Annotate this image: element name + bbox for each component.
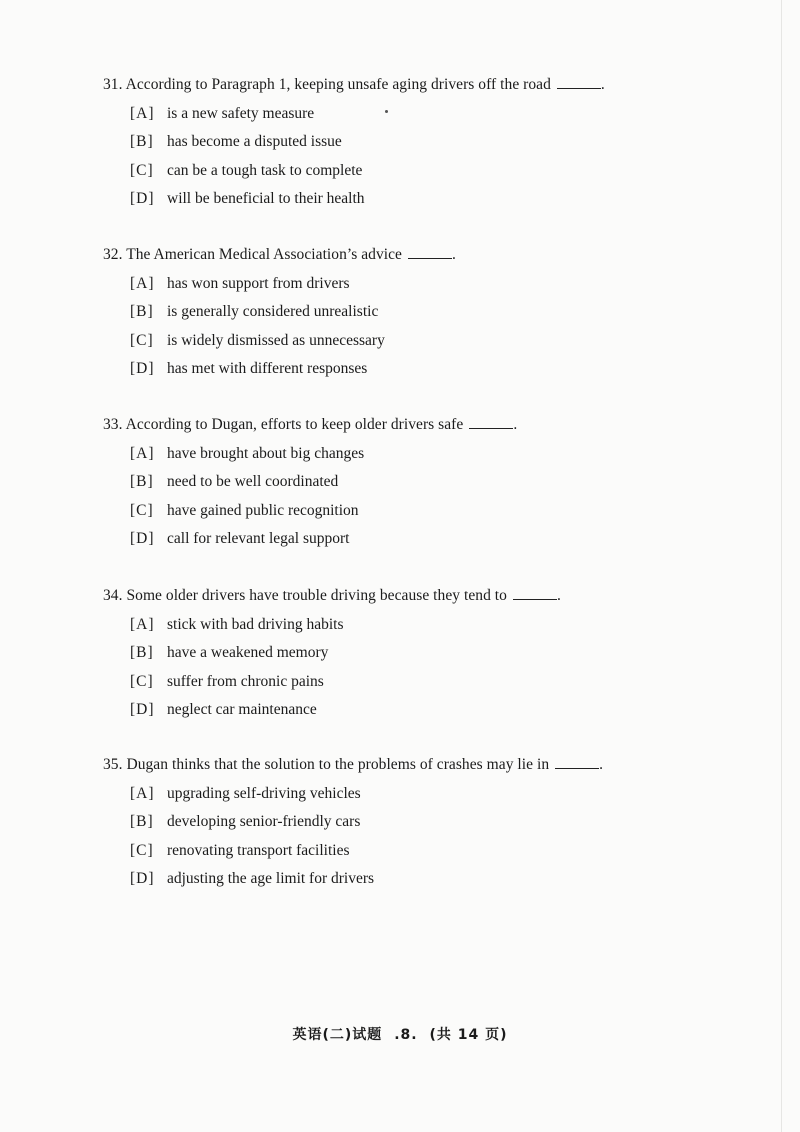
option-letter: [D] [130, 870, 155, 887]
option-letter: [B] [130, 303, 154, 320]
option-b [130, 642, 723, 664]
option-c [130, 840, 723, 862]
option-d [130, 868, 723, 890]
option-a [130, 443, 723, 465]
option-text: have a weakened memory [167, 644, 329, 661]
option-text: is widely dismissed as unnecessary [167, 331, 385, 349]
option-letter: [D] [130, 530, 155, 547]
option-c [130, 500, 723, 522]
option-letter: [C] [130, 672, 154, 690]
question-number: 31. [103, 76, 123, 93]
answer-blank [408, 244, 452, 259]
option-b [130, 471, 723, 493]
question-text: Some older drivers have trouble driving because they tend to [126, 587, 507, 604]
option-d [130, 699, 723, 721]
option-letter: [A] [130, 104, 155, 122]
option-text: have brought about big changes [167, 444, 365, 462]
option-a [130, 273, 723, 295]
option-text: upgrading self-driving vehicles [167, 784, 361, 802]
option-text: can be a tough task to complete [167, 161, 363, 179]
question-number: 32. [103, 246, 123, 263]
scan-edge [781, 0, 782, 1132]
option-a [130, 783, 723, 805]
option-letter: [A] [130, 444, 155, 462]
option-text: has won support from drivers [167, 274, 350, 292]
option-c [130, 330, 723, 352]
answer-blank [469, 414, 513, 429]
stem-period: . [452, 246, 456, 263]
option-letter: [B] [130, 813, 154, 830]
stem-period: . [513, 416, 518, 433]
option-letter: [C] [130, 501, 154, 519]
option-letter: [D] [130, 190, 155, 207]
option-b [130, 131, 723, 153]
stem-period: . [600, 76, 605, 93]
option-d [130, 188, 723, 210]
option-text: developing senior-friendly cars [167, 813, 361, 830]
option-a [130, 103, 723, 125]
footer-total-pages: (共 14 页) [429, 1027, 508, 1043]
option-text: call for relevant legal support [167, 530, 350, 547]
option-b [130, 811, 723, 833]
option-letter: [A] [130, 615, 155, 633]
question-text: The American Medical Association’s advice [126, 246, 402, 263]
question-number: 34. [103, 587, 123, 604]
option-text: stick with bad driving habits [167, 615, 344, 633]
option-letter: [A] [130, 274, 155, 292]
question-stem [103, 414, 723, 436]
option-text: have gained public recognition [167, 501, 359, 519]
question-stem [103, 74, 723, 96]
option-letter: [B] [130, 644, 154, 661]
question-text: According to Paragraph 1, keeping unsafe aging drivers off the road [125, 76, 551, 93]
stem-period: . [556, 587, 561, 604]
option-text: is a new safety measure [167, 104, 315, 122]
option-letter: [A] [130, 784, 155, 802]
question-stem [103, 244, 723, 266]
answer-blank [555, 754, 599, 769]
option-b [130, 301, 723, 323]
option-letter: [D] [130, 360, 155, 377]
option-letter: [D] [130, 701, 155, 718]
option-text: need to be well coordinated [167, 473, 339, 490]
answer-blank [513, 585, 557, 600]
footer-subject: 英语(二)试题 [292, 1027, 383, 1043]
question-number: 35. [103, 756, 123, 773]
option-letter: [C] [130, 841, 154, 859]
question-34 [103, 585, 723, 721]
question-number: 33. [103, 416, 123, 433]
option-text: adjusting the age limit for drivers [167, 870, 375, 887]
option-d [130, 358, 723, 380]
question-stem [103, 754, 723, 776]
option-text: suffer from chronic pains [167, 672, 324, 690]
option-text: has met with different responses [167, 360, 368, 377]
option-letter: [C] [130, 331, 154, 349]
option-text: will be beneficial to their health [167, 190, 365, 207]
option-text: is generally considered unrealistic [167, 303, 379, 320]
question-text: According to Dugan, efforts to keep older drivers safe [125, 416, 464, 433]
question-stem [103, 585, 723, 607]
question-32 [103, 244, 723, 380]
question-33 [103, 414, 723, 550]
option-text: has become a disputed issue [167, 133, 342, 150]
option-d [130, 528, 723, 550]
option-c [130, 671, 723, 693]
answer-blank [557, 74, 601, 89]
option-a [130, 614, 723, 636]
option-letter: [B] [130, 133, 154, 150]
option-letter: [B] [130, 473, 154, 490]
page-footer [0, 1024, 800, 1044]
option-text: neglect car maintenance [167, 701, 317, 718]
option-letter: [C] [130, 161, 154, 179]
question-31 [103, 74, 723, 210]
question-text: Dugan thinks that the solution to the problems of crashes may lie in [126, 756, 550, 773]
question-35 [103, 754, 723, 890]
stem-period: . [599, 756, 604, 773]
option-text: renovating transport facilities [167, 841, 350, 859]
option-c [130, 160, 723, 182]
footer-page-number: .8. [394, 1027, 418, 1043]
